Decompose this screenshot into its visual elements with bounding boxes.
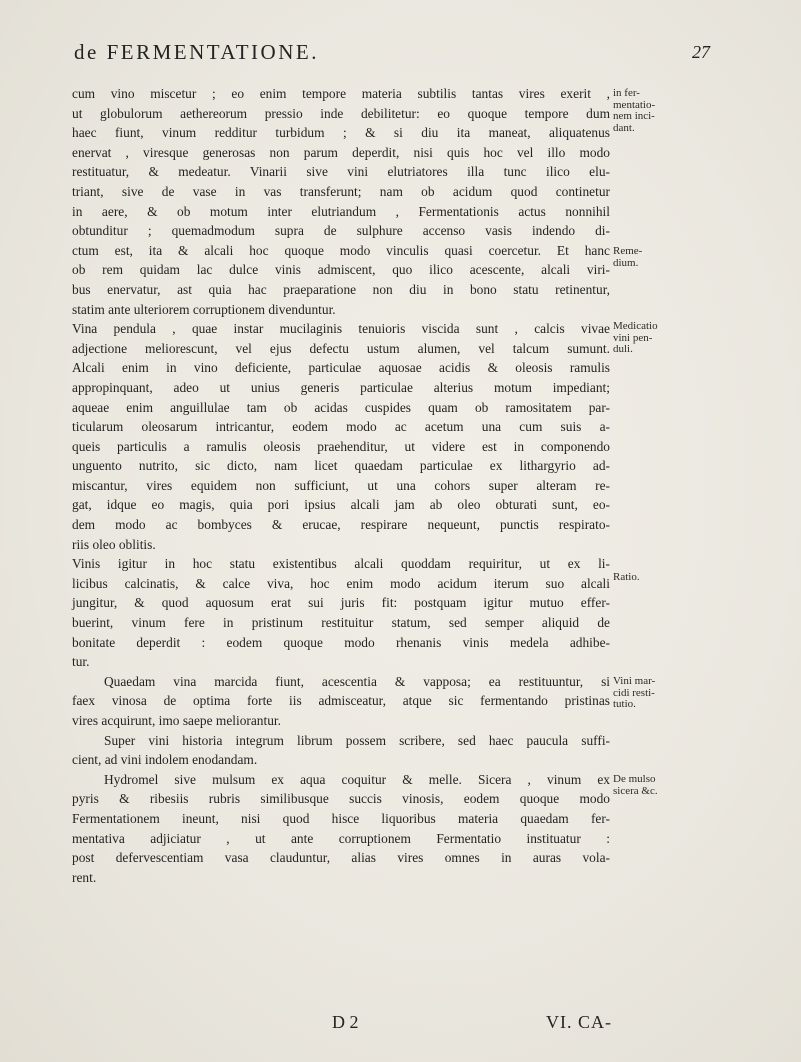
text-line: rent.	[72, 869, 97, 885]
margin-note-vina-marcida: Vini mar- cidi resti- tutio.	[613, 675, 656, 710]
text-line: obtunditur ; quemadmodum supra de sulphure accenso vasis indendo di-	[72, 223, 610, 239]
text-line: appropinquant, adeo ut unius generis particulae alterius motum impediant;	[72, 379, 610, 395]
text-line: unguento nutrito, sic dicto, nam licet quaedam particulae ex lithargyrio ad-	[72, 458, 610, 474]
signature-mark: D 2	[332, 1012, 359, 1032]
text-line: Vina pendula , quae instar mucilaginis tenuioris viscida sunt , calcis vivae	[72, 321, 610, 337]
running-head: de FERMENTATIONE.	[74, 40, 319, 64]
text-line: Alcali enim in vino deficiente, particulae aquosae acidis & oleosis ramulis	[72, 360, 610, 376]
main-text	[72, 84, 610, 887]
text-line: statim ante ulteriorem corruptionem divenduntur.	[72, 301, 336, 317]
text-line: cum vino miscetur ; eo enim tempore materia subtilis tantas vires exerit ,	[72, 86, 610, 101]
text-line: faex vinosa de optima forte iis admisceatur, atque sic fermentando pristinas	[72, 693, 610, 709]
text-line: dem modo ac bombyces & erucae, respirare nequeunt, punctis respirato-	[72, 517, 610, 533]
text-line: gat, idque eo magis, quia pori ipsius alcali jam ab oleo obturati sunt, eo-	[72, 497, 610, 513]
text-line: Quaedam vina marcida fiunt, acescentia & vapposa; ea restituuntur, si	[104, 673, 610, 689]
text-line: tur.	[72, 654, 90, 670]
text-line: ctum est, ita & alcali hoc quoque modo vinculis quasi coercetur. Et hanc	[72, 242, 610, 258]
text-line: Hydromel sive mulsum ex aqua coquitur & melle. Sicera , vinum ex	[104, 771, 610, 787]
text-line: Fermentationem ineunt, nisi quod hisce liquoribus materia quaedam fer-	[72, 810, 610, 826]
text-line: queis particulis a ramulis oleosis praehenditur, ut videre est in componendo	[72, 438, 610, 454]
margin-note-vina-pendula: Medicatio vini pen- duli.	[613, 320, 658, 355]
text-line: Super vini historia integrum librum possem scribere, sed haec paucula suffi-	[104, 732, 610, 748]
page-footer	[0, 1012, 801, 1038]
text-line: haec fiunt, vinum redditur turbidum ; & si diu ita maneat, aliquatenus	[72, 125, 610, 141]
page-number: 27	[692, 42, 710, 62]
text-line: ob rem quidam lac dulce vinis admiscent, quo ilico acescente, alcali viri-	[72, 262, 610, 278]
text-line: cient, ad vini indolem enodandam.	[72, 752, 258, 768]
text-line: mentativa adjiciatur , ut ante corruptionem Fermentatio instituatur :	[72, 830, 610, 846]
text-line: vires acquirunt, imo saepe meliorantur.	[72, 713, 281, 728]
text-line: enervat , viresque generosas non parum deperdit, nisi quis hoc vel illo modo	[72, 144, 610, 160]
text-line: jungitur, & quod aquosum erat sui juris fit: postquam igitur mutuo effer-	[72, 595, 610, 611]
text-line: riis oleo oblitis.	[72, 536, 156, 552]
margin-note-remedy: Reme- dium.	[613, 245, 643, 269]
text-line: buerint, vinum fere in pristinum restituitur statum, sed semper aliquid de	[72, 615, 610, 631]
margin-note-ratio: Ratio.	[613, 571, 640, 583]
margin-note-fermentation: in fer- mentatio- nem inci- dant.	[613, 87, 656, 134]
text-line: aqueae enim anguillulae tam ob acidas cuspides quam ob ramositatem par-	[72, 399, 610, 415]
text-line: restituatur, & medeatur. Vinarii sive vini elutriatores illa tunc ilico elu-	[72, 164, 610, 180]
margin-note-mulsum: De mulso sicera &c.	[613, 773, 658, 797]
page-header	[74, 40, 710, 74]
text-line: licibus calcinatis, & calce viva, hoc enim modo acidum iterum suo alcali	[72, 575, 610, 591]
text-line: bus enervatur, ast quia hac praeparatione non diu in bono statu retinentur,	[72, 281, 610, 297]
text-line: in aere, & ob motum inter elutriandum , Fermentationis actus nonnihil	[72, 203, 610, 219]
text-line: pyris & ribesiis rubris similibusque succis vinosis, eodem quoque modo	[72, 791, 610, 807]
text-line: Vinis igitur in hoc statu existentibus alcali quoddam requiritur, ut ex li-	[72, 556, 610, 572]
text-line: miscantur, vires equidem non sufficiunt, ut una cohors super alteram re-	[72, 477, 610, 493]
text-line: adjectione meliorescunt, vel ejus defectu ustum alumen, vel talcum sumunt.	[72, 340, 610, 356]
text-line: bonitate deperdit : eodem quoque modo rhenanis vinis medela adhibe-	[72, 634, 610, 650]
text-line: post defervescentiam vasa clauduntur, alias vires omnes in auras vola-	[72, 850, 610, 866]
catchword: VI. CA-	[546, 1012, 612, 1032]
text-line: ut globulorum aethereorum pressio inde debilitetur: eo quoque tempore dum	[72, 105, 610, 121]
text-line: triant, sive de vase in vas transferunt; nam ob acidum quod continetur	[72, 183, 610, 199]
text-line: ticularum oleosarum intricantur, eodem modo ac acetum una cum suis a-	[72, 419, 610, 435]
